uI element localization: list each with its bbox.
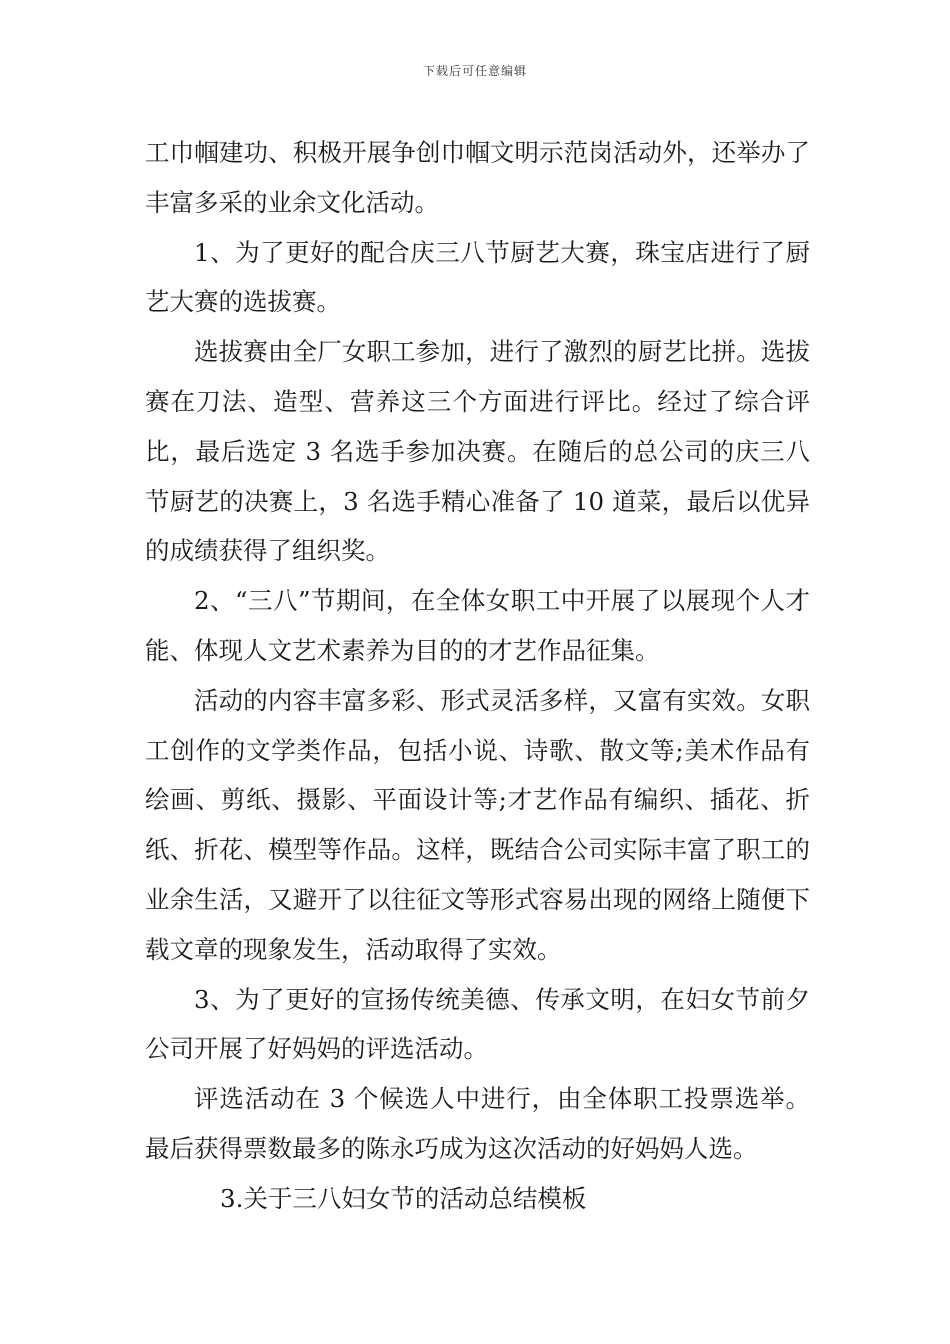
paragraph-7: 评选活动在 3 个候选人中进行，由全体职工投票选举。最后获得票数最多的陈永巧成为这次活动的好妈妈人选。 (145, 1084, 810, 1163)
section-heading: 3.关于三八妇女节的活动总结模板 (220, 1183, 587, 1213)
paragraph-3: 选拔赛由全厂女职工参加，进行了激烈的厨艺比拼。选拔赛在刀法、造型、营养这三个方面进行评比。经过了综合评比，最后选定 3 名选手参加决赛。在随后的总公司的庆三八节厨艺的决赛上，3 名选手精心准备了 10 道菜，最后以优异的成绩获得了组织奖。 (145, 337, 810, 566)
paragraph-6: 3、为了更好的宣扬传统美德、传承文明，在妇女节前夕公司开展了好妈妈的评选活动。 (145, 984, 810, 1064)
paragraph-5: 活动的内容丰富多彩、形式灵活多样，又富有实效。女职工创作的文学类作品，包括小说、诗歌、散文等;美术作品有绘画、剪纸、摄影、平面设计等;才艺作品有编织、插花、折纸、折花、模型等作品。这样，既结合公司实际丰富了职工的业余生活，又避开了以往征文等形式容易出现的网络上随便下载文章的现象发生，活动取得了实效。 (145, 685, 810, 964)
document-body (145, 128, 810, 1224)
paragraph-4: 2、“三八”节期间，在全体女职工中开展了以展现个人才能、体现人文艺术素养为目的的才艺作品征集。 (145, 586, 810, 665)
page-header: 下载后可任意编辑 (422, 64, 527, 78)
paragraph-1: 工巾帼建功、积极开展争创巾帼文明示范岗活动外，还举办了丰富多采的业余文化活动。 (145, 138, 810, 217)
paragraph-2: 1、为了更好的配合庆三八节厨艺大赛，珠宝店进行了厨艺大赛的选拔赛。 (145, 237, 810, 317)
